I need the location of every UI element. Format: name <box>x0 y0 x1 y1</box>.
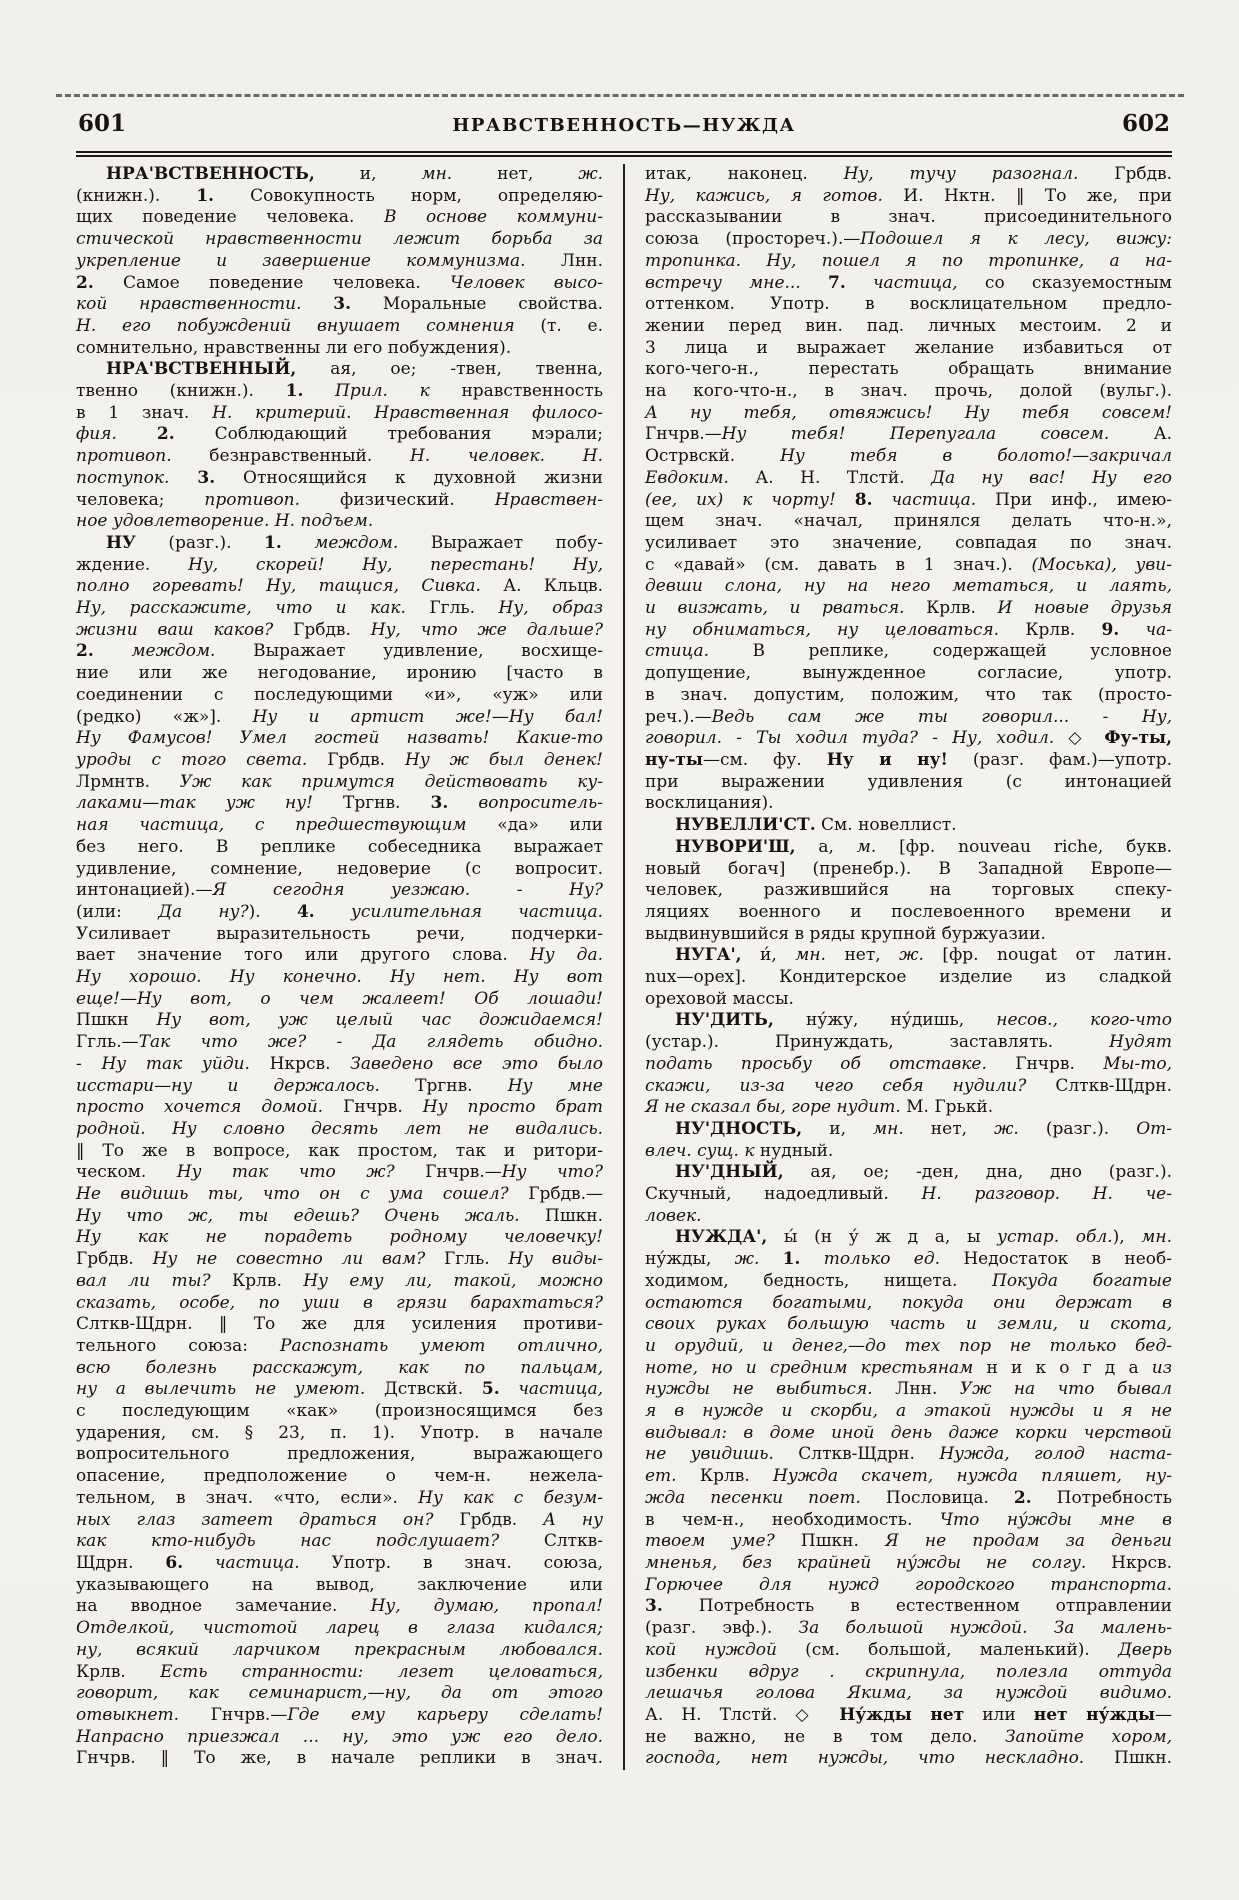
text-line: мненья, без крайней ну́жды не солгу. Нкрсв. <box>645 1553 1173 1573</box>
text-line: твенно (книжн.). 1. Прил. к нравственность <box>76 381 603 402</box>
text-line: новый богач] (пренебр.). В Западной Европе— <box>645 858 1172 879</box>
text-line: (книжн.). 1. Совокупность норм, определяю- <box>76 185 603 206</box>
text-line: ческом. Ну так что ж? Гнчрв.—Ну что? <box>76 1162 603 1183</box>
text-line: Горючее для нужд городского транспорта. <box>645 1574 1172 1595</box>
text-line: НУВЕЛЛИ'СТ. См. новеллист. <box>675 815 957 836</box>
text-line: фия. 2. Соблюдающий требования мэрали; <box>76 424 604 445</box>
text-line: встречу мне... 7. частица, со сказуемостным <box>645 272 1173 293</box>
text-line: тельном, в знач. «что, если». Ну как с безум- <box>76 1487 603 1508</box>
text-line: НУ (разг.). 1. междом. Выражает побу- <box>106 532 604 553</box>
text-line: я в нужде и скорби, а этакой нужды и я не <box>645 1401 1172 1422</box>
text-line: ну, всякий ларчиком прекрасным любовался. <box>76 1639 603 1660</box>
text-line: Ну хорошо. Ну конечно. Ну нет. Ну вот <box>76 967 603 988</box>
text-line: Грбдв. Ну не совестно ли вам? Ггль. Ну виды- <box>76 1249 604 1270</box>
text-line: исстари—ну и держалось. Тргнв. Ну мне <box>76 1075 603 1096</box>
text-line: Ну, расскажите, что и как. Ггль. Ну, образ <box>76 598 603 619</box>
text-line: лаками—так уж ну! Тргнв. 3. вопроситель- <box>76 793 603 814</box>
text-line: щих поведение человека. В основе коммуни- <box>76 207 603 228</box>
scan-artifact-line <box>56 94 1184 97</box>
page-number-right: 602 <box>1121 110 1170 137</box>
text-line: (устар.). Принуждать, заставлять. Нудят <box>645 1032 1172 1053</box>
text-line: НУВОРИ'Ш, а, м. [фр. nouveau riche, букв. <box>675 836 1172 857</box>
text-line: НУГА', и́, мн. нет, ж. [фр. nougat от латин. <box>675 945 1172 966</box>
text-line: не увидишь. Слткв-Щдрн. Нужда, голод наста- <box>645 1444 1172 1465</box>
text-line: с «давай» (см. давать в 1 знач.). (Моська), уви- <box>645 554 1172 575</box>
text-line: НУ'ДИТЬ, ну́жу, ну́дишь, несов., кого-что <box>675 1010 1172 1031</box>
text-line: кого-чего-н., перестать обращать внимание <box>645 359 1172 380</box>
text-line: лешачья голова Якима, за нуждой видимо. <box>645 1683 1172 1704</box>
text-line: НУ'ДНЫЙ, ая, ое; -ден, дна, дно (разг.). <box>675 1162 1172 1183</box>
text-line: кой нуждой (см. большой, маленький). Дверь <box>645 1639 1172 1660</box>
text-line: своих руках большую часть и земли, и скота, <box>645 1314 1172 1335</box>
text-line: на вводное замечание. Ну, думаю, пропал! <box>76 1596 603 1617</box>
text-line: уроды с того света. Грбдв. Ну ж был денек! <box>76 749 603 770</box>
text-line: твоем уме? Пшкн. Я не продам за деньги <box>645 1531 1172 1552</box>
text-line: nux—орех]. Кондитерское изделие из сладкой <box>645 967 1172 988</box>
text-line: просто хочется домой. Гнчрв. Ну просто брат <box>76 1097 603 1118</box>
text-line: указывающего на вывод, заключение или <box>76 1574 603 1595</box>
text-line: (ее, их) к чорту! 8. частица. При инф., имею- <box>645 489 1172 510</box>
text-line: Я не сказал бы, горе нудит. М. Грькй. <box>645 1097 994 1118</box>
text-line: поступок. 3. Относящийся к духовной жизни <box>76 467 604 488</box>
text-line: и орудий, и денег,—до тех пор не только бед- <box>645 1335 1172 1356</box>
text-line: в 1 знач. Н. критерий. Нравственная филосо- <box>76 402 603 423</box>
text-line: укрепление и завершение коммунизма. Лнн. <box>76 250 604 271</box>
text-line: тельного союза: Распознать умеют отлично, <box>76 1335 603 1356</box>
text-line: НРА'ВСТВЕННЫЙ, ая, ое; -твен, твенна, <box>106 359 603 380</box>
text-line: не важно, не в том дело. Запойте хором, <box>645 1726 1172 1747</box>
text-line: ударения, см. § 23, п. 1). Употр. в начале <box>76 1422 603 1443</box>
text-line: противоп. безнравственный. Н. человек. Н. <box>76 446 603 467</box>
text-line: ореховой массы. <box>645 988 794 1009</box>
text-line: Пшкн Ну вот, уж целый час дожидаемся! <box>76 1010 603 1031</box>
text-line: А. Н. Тлстй. ◇ Ну́жды нет или нет ну́жды— <box>645 1704 1172 1725</box>
text-line: вопросительного предложения, выражающего <box>76 1444 603 1465</box>
text-line: кой нравственности. 3. Моральные свойства. <box>76 294 603 315</box>
text-line: видывал: в доме иной день даже корки черствой <box>645 1422 1172 1443</box>
text-line: при выражении удивления (с интонацией <box>645 771 1172 792</box>
text-line: Острвскй. Ну тебя в болото!—закричал <box>645 446 1172 467</box>
text-line: ных глаз затеет драться он? Грбдв. А ну <box>76 1509 603 1530</box>
text-line: остаются богатыми, покуда они держат в <box>645 1292 1172 1313</box>
text-line: тропинка. Ну, пошел я по тропинке, а на- <box>645 250 1172 271</box>
text-line: Крлв. Есть странности: лезет целоваться, <box>76 1661 603 1682</box>
text-line: интонацией).—Я сегодня уезжаю. - Ну? <box>76 880 603 901</box>
text-line: 2. междом. Выражает удивление, восхище- <box>76 641 604 662</box>
text-line: ну обниматься, ну целоваться. Крлв. 9. ча- <box>645 619 1172 640</box>
text-line: Ну Фамусов! Умел гостей назвать! Какие-то <box>76 728 603 749</box>
text-line: соединении с последующими «и», «уж» или <box>76 684 603 705</box>
text-columns <box>76 164 1172 1770</box>
text-line: Слткв-Щдрн. ‖ То же для усиления противи- <box>76 1314 603 1335</box>
text-line: Евдоким. А. Н. Тлстй. Да ну вас! Ну его <box>645 467 1172 488</box>
text-line: с последующим «как» (произносящимся без <box>76 1401 603 1422</box>
text-line: сомнительно, нравственны ли его побуждения). <box>76 337 512 358</box>
text-line: - Ну так уйди. Нкрсв. Заведено все это было <box>76 1053 603 1074</box>
text-line: ну а вылечить не умеют. Дствскй. 5. частица, <box>76 1379 604 1400</box>
text-line: Ну, кажись, я готов. И. Нктн. ‖ То же, при <box>645 185 1173 206</box>
text-line: нужды не выбиться. Лнн. Уж на что бывал <box>645 1379 1172 1400</box>
text-line: говорил. - Ты ходил туда? - Ну, ходил. ◇ Фу-ты, <box>645 728 1172 749</box>
text-line: Щдрн. 6. частица. Употр. в знач. союза, <box>76 1553 604 1573</box>
text-line: союза (простореч.).—Подошел я к лесу, вижу: <box>645 229 1172 250</box>
text-line: ну́жды, ж. 1. только ед. Недостаток в необ- <box>645 1249 1172 1270</box>
text-line: еще!—Ну вот, о чем жалеет! Об лошади! <box>76 988 603 1009</box>
page-number-left: 601 <box>78 110 127 137</box>
text-line: НРА'ВСТВЕННОСТЬ, и, мн. нет, ж. <box>106 164 603 184</box>
text-line: ‖ То же в вопросе, как простом, так и ритори- <box>76 1140 603 1161</box>
text-line: жда песенки поет. Пословица. 2. Потребность <box>645 1487 1173 1508</box>
text-line: как кто-нибудь нас подслушает? Слткв- <box>76 1531 603 1552</box>
text-line: без него. В реплике собеседника выражает <box>76 836 603 857</box>
text-line: вал ли ты? Крлв. Ну ему ли, такой, можно <box>76 1270 604 1291</box>
text-line: оттенком. Употр. в восклицательном предло- <box>645 294 1172 315</box>
text-line: полно горевать! Ну, тащися, Сивка. А. Кльцв. <box>76 576 603 597</box>
text-line: (редко) «ж»]. Ну и артист же!—Ну бал! <box>76 706 603 727</box>
text-line: А ну тебя, отвяжись! Ну тебя совсем! <box>645 402 1172 423</box>
text-line: восклицания). <box>645 793 774 814</box>
text-line: господа, нет нужды, что нескладно. Пшкн. <box>645 1748 1172 1769</box>
header-double-rule <box>76 151 1172 157</box>
text-line: девши слона, ну на него метаться, и лаять, <box>645 576 1172 597</box>
text-line: избенки вдруг . скрипнула, полезла оттуда <box>645 1661 1172 1682</box>
text-line: в знач. допустим, положим, что так (просто- <box>645 684 1172 705</box>
right-column <box>645 164 1172 1770</box>
text-line: Не видишь ты, что он с ума сошел? Грбдв.— <box>76 1184 604 1205</box>
running-head: НРАВСТВЕННОСТЬ—НУЖДА <box>452 115 796 136</box>
text-line: сказать, особе, по уши в грязи барахтаться? <box>76 1292 603 1313</box>
text-line: на кого-что-н., в знач. прочь, долой (вульг.). <box>645 381 1172 402</box>
page-header <box>78 110 1170 137</box>
text-line: Ну как не порадеть родному человечку! <box>76 1227 603 1248</box>
text-line: ну-ты—см. фу. Ну и ну! (разг. фам.)—употр. <box>645 749 1173 770</box>
text-line: выдвинувшийся в ряды крупной буржуазии. <box>645 923 1046 944</box>
text-line: реч.).—Ведь сам же ты говорил... - Ну, <box>645 706 1172 727</box>
text-line: НУ'ДНОСТЬ, и, мн. нет, ж. (разг.). От- <box>675 1118 1173 1139</box>
text-line: удивление, сомнение, недоверие (с вопросит. <box>76 858 603 879</box>
text-line: 2. Самое поведение человека. Человек высо- <box>76 272 603 293</box>
text-line: говорит, как семинарист,—ну, да от этого <box>76 1683 603 1704</box>
text-line: и визжать, и рваться. Крлв. И новые друзья <box>645 598 1172 619</box>
left-column <box>76 164 603 1770</box>
text-line: ждение. Ну, скорей! Ну, перестань! Ну, <box>76 554 604 575</box>
text-line: 3 лица и выражает желание избавиться от <box>645 337 1172 358</box>
text-line: ходимом, бедность, нищета. Покуда богатые <box>645 1270 1172 1291</box>
text-line: ноте, но и средним крестьянам н и к о г д а из <box>645 1357 1172 1378</box>
text-line: ет. Крлв. Нужда скачет, нужда пляшет, ну- <box>645 1466 1172 1487</box>
text-line: ние или же негодование, иронию [часто в <box>76 663 603 684</box>
text-line: скажи, из-за чего себя нудили? Слткв-Щдрн. <box>645 1075 1172 1096</box>
text-line: опасение, предположение о чем-н. нежела- <box>76 1466 603 1487</box>
text-line: Гнчрв.—Ну тебя! Перепугала совсем. А. <box>645 424 1172 445</box>
text-line: всю болезнь расскажут, как по пальцам, <box>76 1357 603 1378</box>
text-line: рассказывании в знач. присоединительного <box>645 207 1172 228</box>
text-line: (или: Да ну?). 4. усилительная частица. <box>76 901 603 922</box>
text-line: жении перед вин. пад. личных местоим. 2 и <box>645 315 1172 336</box>
text-line: человека; противоп. физический. Нравствен- <box>76 489 604 510</box>
text-line: вает значение того или другого слова. Ну да. <box>76 945 603 966</box>
text-line: Отделкой, чистотой ларец в глаза кидался; <box>76 1618 603 1639</box>
text-line: стица. В реплике, содержащей условное <box>645 641 1172 662</box>
text-line: Н. его побуждений внушает сомнения (т. е. <box>76 315 603 336</box>
text-line: отвыкнет. Гнчрв.—Где ему карьеру сделать! <box>76 1704 603 1725</box>
text-line: ловек. <box>645 1205 702 1226</box>
text-line: щем знач. «начал, принялся делать что-н.», <box>645 511 1172 532</box>
text-line: ное удовлетворение. Н. подъем. <box>76 511 374 532</box>
text-line: родной. Ну словно десять лет не видались. <box>76 1118 603 1139</box>
text-line: Напрасно приезжал ... ну, это уж его дело. <box>76 1726 603 1747</box>
text-line: Ггль.—Так что же? - Да глядеть обидно. <box>76 1032 603 1053</box>
text-line: влеч. сущ. к нудный. <box>645 1140 834 1161</box>
text-line: ляциях военного и послевоенного времени и <box>645 901 1172 922</box>
text-line: Скучный, надоедливый. Н. разговор. Н. че- <box>645 1184 1172 1205</box>
text-line: усиливает это значение, совпадая по знач. <box>645 532 1172 553</box>
text-line: подать просьбу об отставке. Гнчрв. Мы-то, <box>645 1053 1173 1074</box>
text-line: стической нравственности лежит борьба за <box>76 229 603 250</box>
text-line: Ну что ж, ты едешь? Очень жаль. Пшкн. <box>76 1205 603 1226</box>
text-line: 3. Потребность в естественном отправлении <box>645 1596 1172 1617</box>
text-line: человек, разжившийся на торговых спеку- <box>645 880 1172 901</box>
text-line: ная частица, с предшествующим «да» или <box>76 815 603 836</box>
text-line: Усиливает выразительность речи, подчерки- <box>76 923 603 944</box>
text-line: жизни ваш каков? Грбдв. Ну, что же дальше? <box>76 619 603 640</box>
text-line: допущение, вынужденное согласие, употр. <box>645 663 1172 684</box>
text-line: (разг. эвф.). За большой нуждой. За малень- <box>645 1618 1172 1639</box>
column-divider <box>623 164 625 1770</box>
text-line: НУЖДА', ы́ (н у́ ж д а, ы устар. обл.), мн. <box>675 1227 1172 1248</box>
text-line: Лрмнтв. Уж как примутся действовать ку- <box>76 771 604 792</box>
text-line: итак, наконец. Ну, тучу разогнал. Грбдв. <box>645 164 1173 184</box>
text-line: в чем-н., необходимость. Что ну́жды мне в <box>645 1509 1172 1530</box>
text-line: Гнчрв. ‖ То же, в начале реплики в знач. <box>76 1748 603 1769</box>
